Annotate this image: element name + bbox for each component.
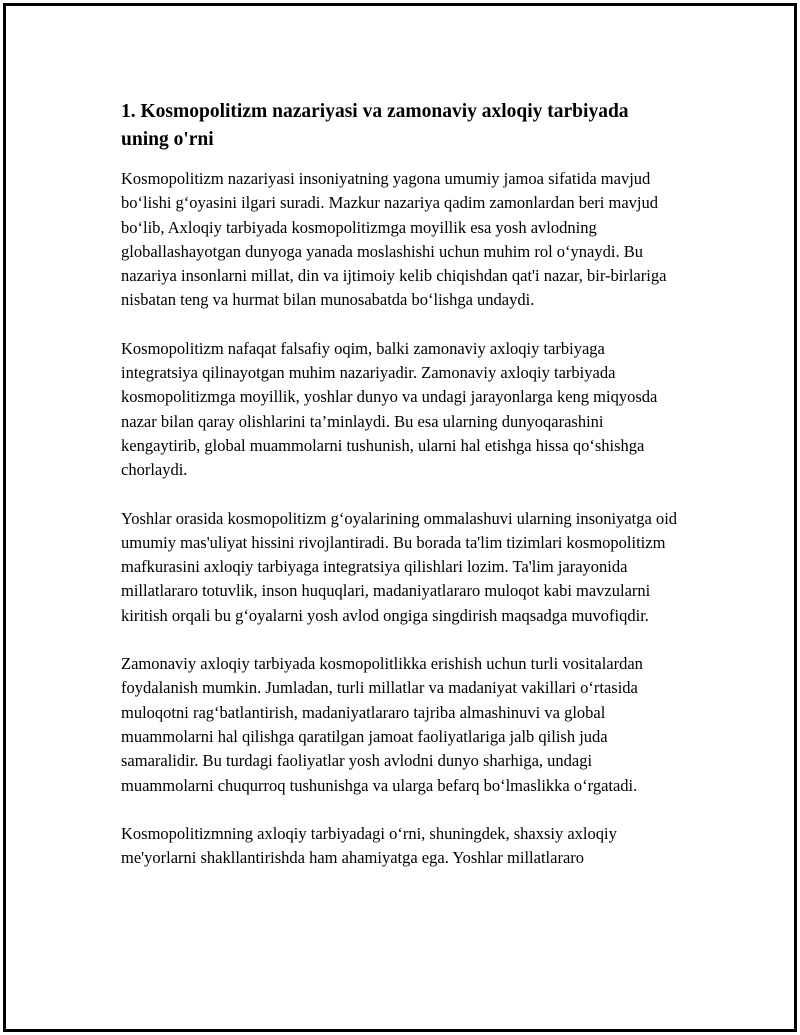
paragraph-3: Yoshlar orasida kosmopolitizm g‘oyalarining ommalashuvi ularning insoniyatga oid umumiy mas'uliyat hissini rivojlantiradi. Bu borada ta'lim tizimlari kosmopolitizm mafkurasini axloqiy tarbiyaga integratsiya qilishlari lozim. Ta'lim jarayonida millatlararo totuvlik, inson huquqlari, madaniyatlararo muloqot kabi mavzularni kiritish orqali bu g‘oyalarni yosh avlod ongiga singdirish maqsadga muvofiqdir. <box>121 508 678 625</box>
document-page <box>3 3 797 1032</box>
paragraph-2: Kosmopolitizm nafaqat falsafiy oqim, balki zamonaviy axloqiy tarbiyaga integratsiya qilinayotgan muhim nazariyadir. Zamonaviy axloqiy tarbiyada kosmopolitizmga moyillik, yoshlar dunyo va undagi jarayonlarga keng miqyosda nazar bilan qaray olishlarini ta’minlaydi. Bu esa ularning dunyoqarashini kengaytirib, global muammolarni tushunish, ularni hal etishga hissa qo‘shishga chorlaydi. <box>121 338 658 480</box>
document-body <box>121 98 681 870</box>
paragraph-5: Kosmopolitizmning axloqiy tarbiyadagi o‘rni, shuningdek, shaxsiy axloqiy me'yorlarni shakllantirishda ham ahamiyatga ega. Yoshlar millatlararo <box>121 823 617 868</box>
section-heading: 1. Kosmopolitizm nazariyasi va zamonaviy axloqiy tarbiyada uning o'rni <box>121 101 629 150</box>
paragraph-1: Kosmopolitizm nazariyasi insoniyatning yagona umumiy jamoa sifatida mavjud bo‘lishi g‘oyasini ilgari suradi. Mazkur nazariya qadim zamonlardan beri mavjud bo‘lib, Axloqiy tarbiyada kosmopolitizmga moyillik esa yosh avlodning globallashayotgan dunyoga yanada moslashishi uchun muhim rol o‘ynaydi. Bu nazariya insonlarni millat, din va ijtimoiy kelib chiqishdan qat'i nazar, bir-birlariga nisbatan teng va hurmat bilan munosabatda bo‘lishga undaydi. <box>121 169 667 310</box>
paragraph-4: Zamonaviy axloqiy tarbiyada kosmopolitlikka erishish uchun turli vositalardan foydalanish mumkin. Jumladan, turli millatlar va madaniyat vakillari o‘rtasida muloqotni rag‘batlantirish, madaniyatlararo tajriba almashinuvi va global muammolarni hal qilishga qaratilgan jamoat faoliyatlariga jalb qilish juda samaralidir. Bu turdagi faoliyatlar yosh avlodni dunyo sharhiga, undagi muammolarni chuqurroq tushunishga va ularga befarq bo‘lmaslikka o‘rgatadi. <box>121 654 643 795</box>
